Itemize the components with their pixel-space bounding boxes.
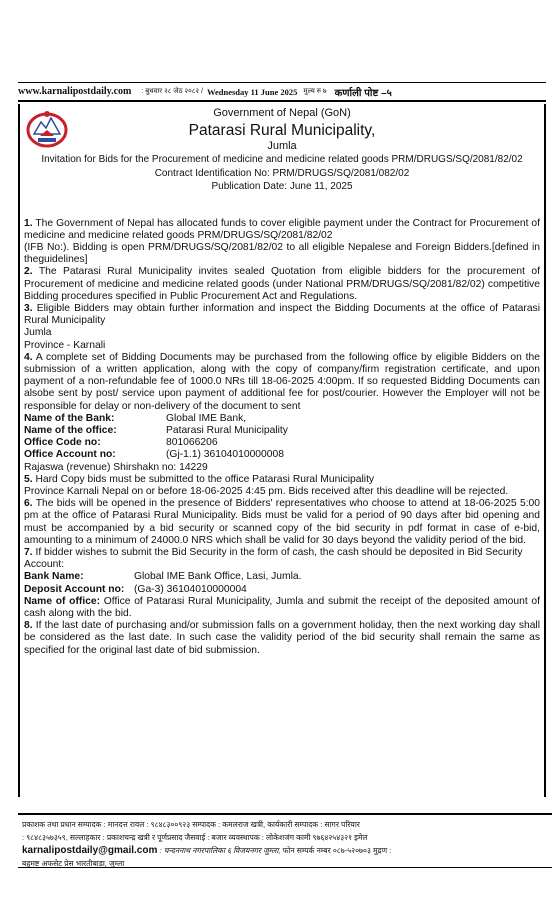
office-field: Name of the office: Patarasi Rural Municipality: [24, 424, 288, 436]
municipality-title: Patarasi Rural Municipality,: [188, 121, 376, 139]
paragraph-2: 2. The Patarasi Rural Municipality invites sealed Quotation from eligible bidders for the procurement of Procurement of medicine and medicine related goods (under National PRM/DRUGS/SQ/2081/82/02) competitive Bidding procedures specified in Public Procurement Act and Regulations.: [24, 266, 540, 302]
deposit-bank-field: Bank Name: Global IME Bank Office, Lasi, Jumla.: [24, 571, 302, 583]
paragraph-5: 5. Hard Copy bids must be submitted to the office Patarasi Rural Municipality: [24, 473, 375, 485]
paragraph-4: 4. A complete set of Bidding Documents may be purchased from the following office by eligible Bidders on the submission of a written application, along with the copy of company/firm registration certificate, and upon payment of a non-refundable fee of 1000.0 NRs till 18-06-2025 4:00pm. If so requested Bidding Documents can alsobe sent by post/ service upon payment of additional fee for post/courier. However the Employer will not be responsible for delay or non-delivery of the document to sent: [24, 351, 540, 412]
office-code-field: Office Code no: 801066206: [24, 437, 218, 449]
footer-line-1: प्रकाशक तथा प्रधान सम्पादक : मानदत्त रावल : ९८४८३००९२३ सम्पादक : कमलराज खत्री, कार्यकारी सम्पादक : सागर परियार: [22, 820, 360, 829]
contract-id: Contract Identification No: PRM/DRUGS/SQ/2081/082/02: [154, 167, 410, 179]
office-account-field: Office Account no: (Gj-1.1) 36104010000008: [24, 449, 284, 461]
paragraph-8: 8. If the last date of purchasing and/or submission falls on a government holiday, then the next working day shall be considered as the last date. In such case the validity period of the bid security shall remain the same as specified for the original last date of bid submission.: [24, 620, 540, 656]
bank-field: Name of the Bank: Global IME Bank,: [24, 412, 247, 424]
masthead: [18, 82, 546, 102]
paragraph-5b: Province Karnali Nepal on or before 18-06-2025 4:45 pm. Bids received after this deadline will be rejected.: [24, 485, 509, 497]
paragraph-6: 6. The bids will be opened in the presence of Bidders' representatives who choose to attend at 18-06-2025 5:00 pm at the office of Patarasi Rural Municipality. Bids must be valid for a period of 90 days after bid opening and must be accompanied by a bid security or scanned copy of the bid security in pdf format in case of e-bid, amounting to a minimum of 24000.0 NRS which shall be valid for 30 days beyond the validity period of the bid.: [24, 498, 540, 546]
invitation-line: Invitation for Bids for the Procurement of medicine and medicine related goods PRM/DRUGS/SQ/2081/82/02: [41, 154, 523, 165]
paragraph-3: 3. Eligible Bidders may obtain further information and inspect the Bidding Documents at the office of Patarasi Rural Municipality: [24, 302, 540, 327]
footer-line-2: : ९८४८३५७३५९, सल्लाहकार : प्रकाशचन्द्र खत्री र पूर्णप्रसाद जैसवाई : बजार व्यवस्थापक : लोकेशजंग कामी ९७६४२५४३२१ इमेल: [22, 833, 368, 842]
paper-name: कर्णाली पोष्ट –५: [334, 87, 392, 99]
province-line: Province - Karnali: [24, 339, 106, 351]
publication-date: Publication Date: June 11, 2025: [211, 181, 353, 192]
paragraph-7: 7. If bidder wishes to submit the Bid Security in the form of cash, the cash should be deposited in Bid Security: [24, 546, 523, 558]
nepal-emblem-icon: [26, 108, 68, 148]
site-url[interactable]: www.karnalipostdaily.com: [18, 86, 132, 97]
footer-line-3: karnalipostdaily@gmail.com : चन्दननाथ नगरपालिका ६ विजयनगर जुम्ला, फोन सम्पर्क नम्बर ०८७-५२०७०३ मुद्रण :: [22, 845, 392, 856]
location: Jumla: [267, 139, 297, 152]
revenue-line: Rajaswa (revenue) Shirshakn no: 14229: [24, 461, 208, 473]
gov-line: Government of Nepal (GoN): [213, 107, 351, 119]
publisher-footer: [18, 813, 552, 868]
location-line: Jumla: [24, 327, 52, 339]
notice-body: [24, 218, 540, 657]
newspaper-page: [18, 82, 546, 797]
footer-email[interactable]: karnalipostdaily@gmail.com: [22, 845, 158, 856]
footer-line-4: बहुमष्ट अफसेट प्रेस भारतीबाडा, जुम्ला: [22, 859, 125, 868]
account-line: Account:: [24, 559, 65, 571]
deposit-account-field: Deposit Account no: (Ga-3) 36104010000004: [24, 583, 247, 595]
office-instruction: Name of office: Office of Patarasi Rural Municipality, Jumla and submit the receipt of the deposited amount of cash along with the bid.: [24, 595, 540, 619]
price: मुल्य रु ७: [303, 88, 327, 95]
paragraph-1b: (IFB No:). Bidding is open PRM/DRUGS/SQ/2081/82/02 to all eligible Nepalese and Foreign Bidders.[defined in theguidelines]: [24, 241, 540, 266]
date-english: Wednesday 11 June 2025: [206, 86, 298, 97]
paragraph-1: 1. The Government of Nepal has allocated funds to cover eligible payment under the Contract for Procurement of medicine and medicine related goods PRM/DRUGS/SQ/2081/82/02: [24, 217, 540, 241]
date-nepali: : बुधवार २८ जेठ २०८२ /: [141, 88, 203, 95]
bid-notice: [18, 104, 546, 797]
notice-header: [24, 107, 540, 194]
